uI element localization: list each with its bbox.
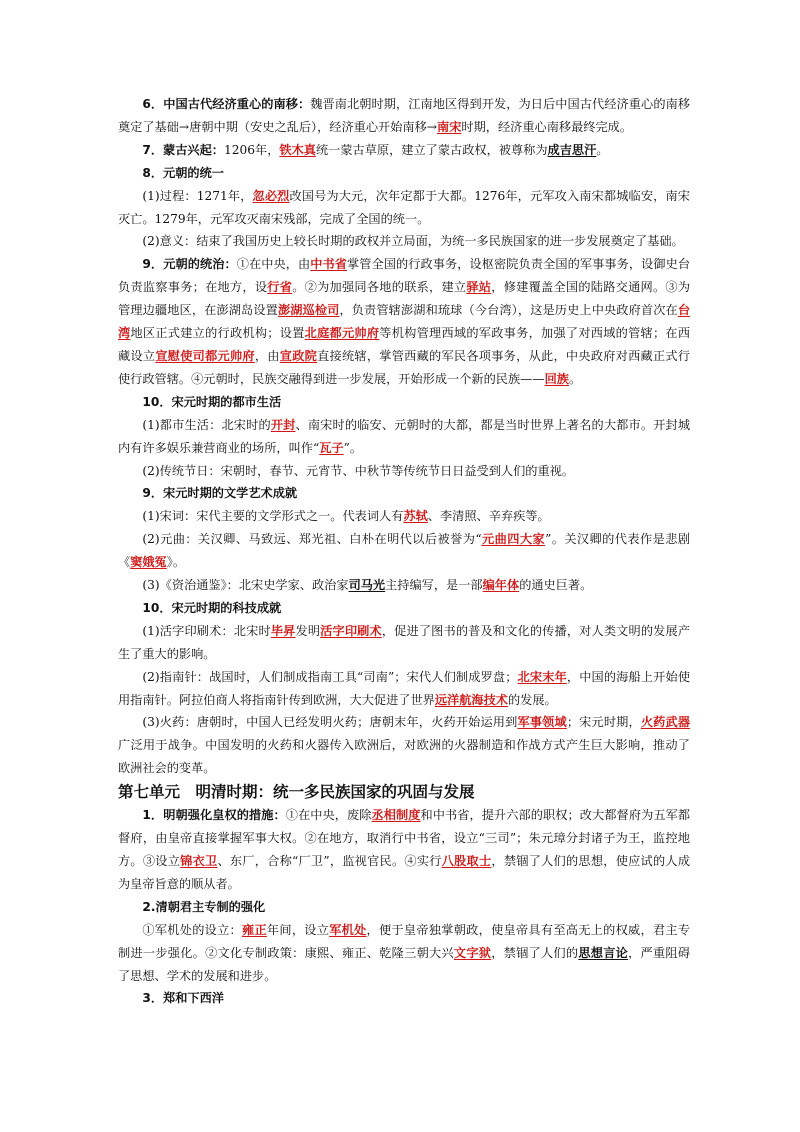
- body-text: 、李清照、辛弃疾等。: [427, 509, 550, 524]
- para-song-ci: [118, 505, 690, 528]
- section-label: 1．明朝强化皇权的措施：: [142, 808, 286, 823]
- body-text: ，修建覆盖全国的陆路交通网。③为管理边疆地区，在澎湖岛设置: [118, 280, 691, 318]
- unit-7-title: [118, 780, 690, 804]
- para-mongol-rise: [118, 139, 690, 162]
- key-term-red: 火药武器: [640, 715, 691, 730]
- body-text: ”。关汉卿的代表作是悲剧《: [118, 532, 691, 570]
- body-text: (2)意义：结束了我国历史上较长时期的政权并立局面，为统一多民族国家的进一步发展奠定了基础。: [142, 234, 684, 249]
- body-text: 改国号为大元，次年定都于大都。1276年，元军攻入南宋都城临安，南宋灭亡。1279年，元军攻灭南宋残部，完成了全国的统一。: [118, 188, 690, 226]
- body-text: 时期，经济重心南移最终完成。: [461, 119, 633, 134]
- body-text: 统一蒙古草原，建立了蒙古政权，被尊称为: [315, 142, 548, 157]
- body-text: ，负责管辖澎湖和琉球（今台湾），这是历史上中央政府首次在: [339, 303, 678, 318]
- key-term-red: 八股取士: [441, 854, 492, 868]
- para-qing-measures: [118, 919, 690, 988]
- key-term-underlined: 思想言论: [578, 945, 629, 960]
- section-label: 8．元朝的统一: [142, 165, 224, 180]
- body-text: (1)活字印刷术：北宋时: [142, 623, 271, 638]
- body-text: 魏晋南北朝时期，江南地区得到开发，为日后中国古代经济重心的南移奠定了基础→唐朝中期（安史之乱后），经济重心开始南移→: [118, 97, 691, 134]
- body-text: ，严重阻碍了思想、学术的发展和进步。: [118, 945, 691, 983]
- para-city-life: [118, 414, 690, 460]
- key-term-red: 南宋: [437, 119, 462, 134]
- heading-song-yuan-technology: [118, 597, 690, 620]
- body-text: 掌管全国的行政事务，设枢密院负责全国的军事事务，设御史台负责监察事务；在地方，设: [118, 257, 691, 295]
- para-zizhi-tongjian: [118, 574, 690, 597]
- body-text: 主持编写，是一部: [385, 578, 483, 593]
- key-term-red: 元曲四大家: [481, 532, 546, 547]
- para-ming-centralization: [118, 804, 690, 896]
- body-text: 直接统辖，掌管西藏的军民各项事务，从此，中央政府对西藏正式行使行政管辖。④元朝时，民族交融得到进一步发展，开始形成一个新的民族——: [118, 348, 691, 386]
- heading-qing-autocracy: [118, 896, 690, 919]
- heading-song-yuan-city-life: [118, 391, 690, 414]
- key-term-red: 毕昇: [270, 623, 296, 638]
- body-text: ，由: [254, 348, 280, 363]
- body-text: (1)过程：1271年，: [142, 188, 253, 203]
- body-text: 。: [568, 371, 582, 386]
- key-term-red: 窦娥冤: [130, 555, 167, 570]
- body-text: ，便于皇帝独掌朝政，使皇帝具有至高无上的权威，君主专制进一步强化。②文化专制政策：康熙、雍正、乾隆三朝大兴: [118, 922, 691, 960]
- body-text: ，促进了图书的普及和文化的传播，对人类文明的发展产生了重大的影响。: [118, 623, 691, 661]
- section-label: 3．郑和下西洋: [142, 991, 224, 1006]
- key-term-red: 北庭都元帅府: [304, 326, 380, 341]
- para-economic-center-shift: [118, 93, 690, 139]
- key-term-red: 宣慰使司都元帅府: [155, 348, 255, 363]
- key-term-red: 开封: [270, 417, 296, 432]
- section-label: 6．中国古代经济重心的南移：: [142, 97, 311, 111]
- key-term-red: 宣政院: [279, 348, 318, 363]
- body-text: 1206年，: [224, 142, 280, 157]
- body-text: 》。: [166, 555, 186, 570]
- section-label: 7．蒙古兴起：: [142, 142, 224, 157]
- body-text: (3)火药：唐朝时，中国人已经发明火药；唐朝末年，火药开始运用到: [142, 715, 518, 730]
- key-term-underlined: 司马光: [348, 578, 386, 593]
- para-yuan-qu: [118, 528, 690, 574]
- heading-yuan-unification: [118, 162, 690, 185]
- body-text: 第七单元 明清时期：统一多民族国家的巩固与发展: [118, 783, 475, 802]
- key-term-red: 瓦子: [319, 440, 344, 455]
- key-term-red: 编年体: [482, 578, 520, 593]
- section-label: 9．元朝的统治：: [142, 257, 237, 272]
- body-text: 。②为加强同各地的联系，建立: [292, 280, 467, 295]
- key-term-red: 澎湖巡检司: [277, 303, 340, 318]
- body-text: 的通史巨著。: [519, 578, 593, 593]
- body-text: (1)宋词：宋代主要的文学形式之一。代表词人有: [142, 509, 404, 524]
- para-festivals: [118, 460, 690, 483]
- key-term-red: 台湾: [118, 303, 691, 341]
- body-text: ，禁锢了人们的思想，使应试的人成为皇帝旨意的顺从者。: [118, 854, 691, 891]
- body-text: (2)传统节日：宋朝时，春节、元宵节、中秋节等传统节日日益受到人们的重视。: [142, 463, 575, 478]
- body-text: 地区正式建立的行政机构；设置: [130, 326, 305, 341]
- section-label: 2.清朝君主专制的强化: [142, 899, 266, 914]
- section-label: 10．宋元时期的科技成就: [142, 600, 282, 615]
- key-term-red: 忽必烈: [252, 188, 290, 203]
- body-text: ①军机处的设立：: [142, 922, 243, 937]
- key-term-red: 行省: [267, 280, 293, 295]
- para-movable-type: [118, 620, 690, 666]
- body-text: ①在中央，由: [236, 257, 311, 272]
- body-text: 的发展。: [508, 692, 557, 707]
- body-text: ，禁锢了人们的: [491, 945, 579, 960]
- section-label: 10．宋元时期的都市生活: [142, 394, 282, 409]
- body-text: 和中书省，提升六部的职权；改大都督府为五军都督府，由皇帝直接掌握军事大权。②在地方，取消行中书省，设立“三司”；朱元璋分封诸子为王，监控地方。③设立: [118, 808, 691, 868]
- key-term-red: 驿站: [466, 280, 492, 295]
- body-text: ；宋元时期，: [566, 715, 641, 730]
- para-compass: [118, 666, 690, 712]
- key-term-red: 活字印刷术: [320, 623, 382, 638]
- key-term-red: 丞相制度: [371, 808, 421, 823]
- para-yuan-rule: [118, 253, 690, 390]
- section-label: 9．宋元时期的文学艺术成就: [142, 486, 298, 501]
- para-gunpowder: [118, 711, 690, 780]
- heading-zheng-he-voyages: [118, 987, 690, 1010]
- heading-song-yuan-literature-art: [118, 482, 690, 505]
- key-term-red: 回族: [544, 371, 569, 386]
- key-term-underlined: 成吉思汗: [547, 142, 597, 157]
- body-text: 、东厂，合称“厂卫”，监视官民。④实行: [217, 854, 442, 868]
- body-text: 等机构管理西域的军政事务，加强了对西域的管辖；在西藏设立: [118, 326, 691, 363]
- body-text: 、南宋时的临安、元朝时的大都，都是当时世界上著名的大都市。开封城内有许多娱乐兼营商业的场所，叫作“: [118, 417, 691, 455]
- key-term-red: 锦衣卫: [180, 854, 218, 868]
- body-text: (2)指南针：战国时，人们制成指南工具“司南”；宋代人们制成罗盘；: [142, 669, 518, 684]
- key-term-red: 中书省: [310, 257, 348, 272]
- body-text: ，中国的海船上开始使用指南针。阿拉伯商人将指南针传到欧洲，大大促进了世界: [118, 669, 691, 707]
- key-term-red: 苏轼: [403, 509, 428, 524]
- key-term-red: 北宋末年: [517, 669, 567, 684]
- key-term-red: 远洋航海技术: [434, 692, 508, 707]
- body-text: 。: [596, 142, 609, 157]
- para-yuan-process: [118, 185, 690, 231]
- key-term-red: 雍正: [242, 922, 267, 937]
- key-term-red: 军事领域: [517, 715, 567, 730]
- body-text: ①在中央，废除: [285, 808, 372, 823]
- body-text: ”。: [343, 440, 363, 455]
- body-text: (1)都市生活：北宋时的: [142, 417, 271, 432]
- body-text: (2)元曲：关汉卿、马致远、郑光祖、白朴在明代以后被誉为“: [142, 532, 482, 547]
- body-text: 广泛用于战争。中国发明的火药和火器传入欧洲后，对欧洲的火器制造和作战方式产生巨大影响，推动了欧洲社会的变革。: [118, 738, 690, 776]
- key-term-red: 铁木真: [279, 142, 316, 157]
- document-page: [118, 93, 690, 1010]
- key-term-red: 文字狱: [453, 945, 492, 960]
- para-yuan-significance: [118, 230, 690, 253]
- key-term-red: 军机处: [329, 922, 367, 937]
- body-text: 年间，设立: [266, 922, 330, 937]
- body-text: (3)《资治通鉴》：北宋史学家、政治家: [142, 578, 349, 593]
- body-text: 发明: [295, 623, 321, 638]
